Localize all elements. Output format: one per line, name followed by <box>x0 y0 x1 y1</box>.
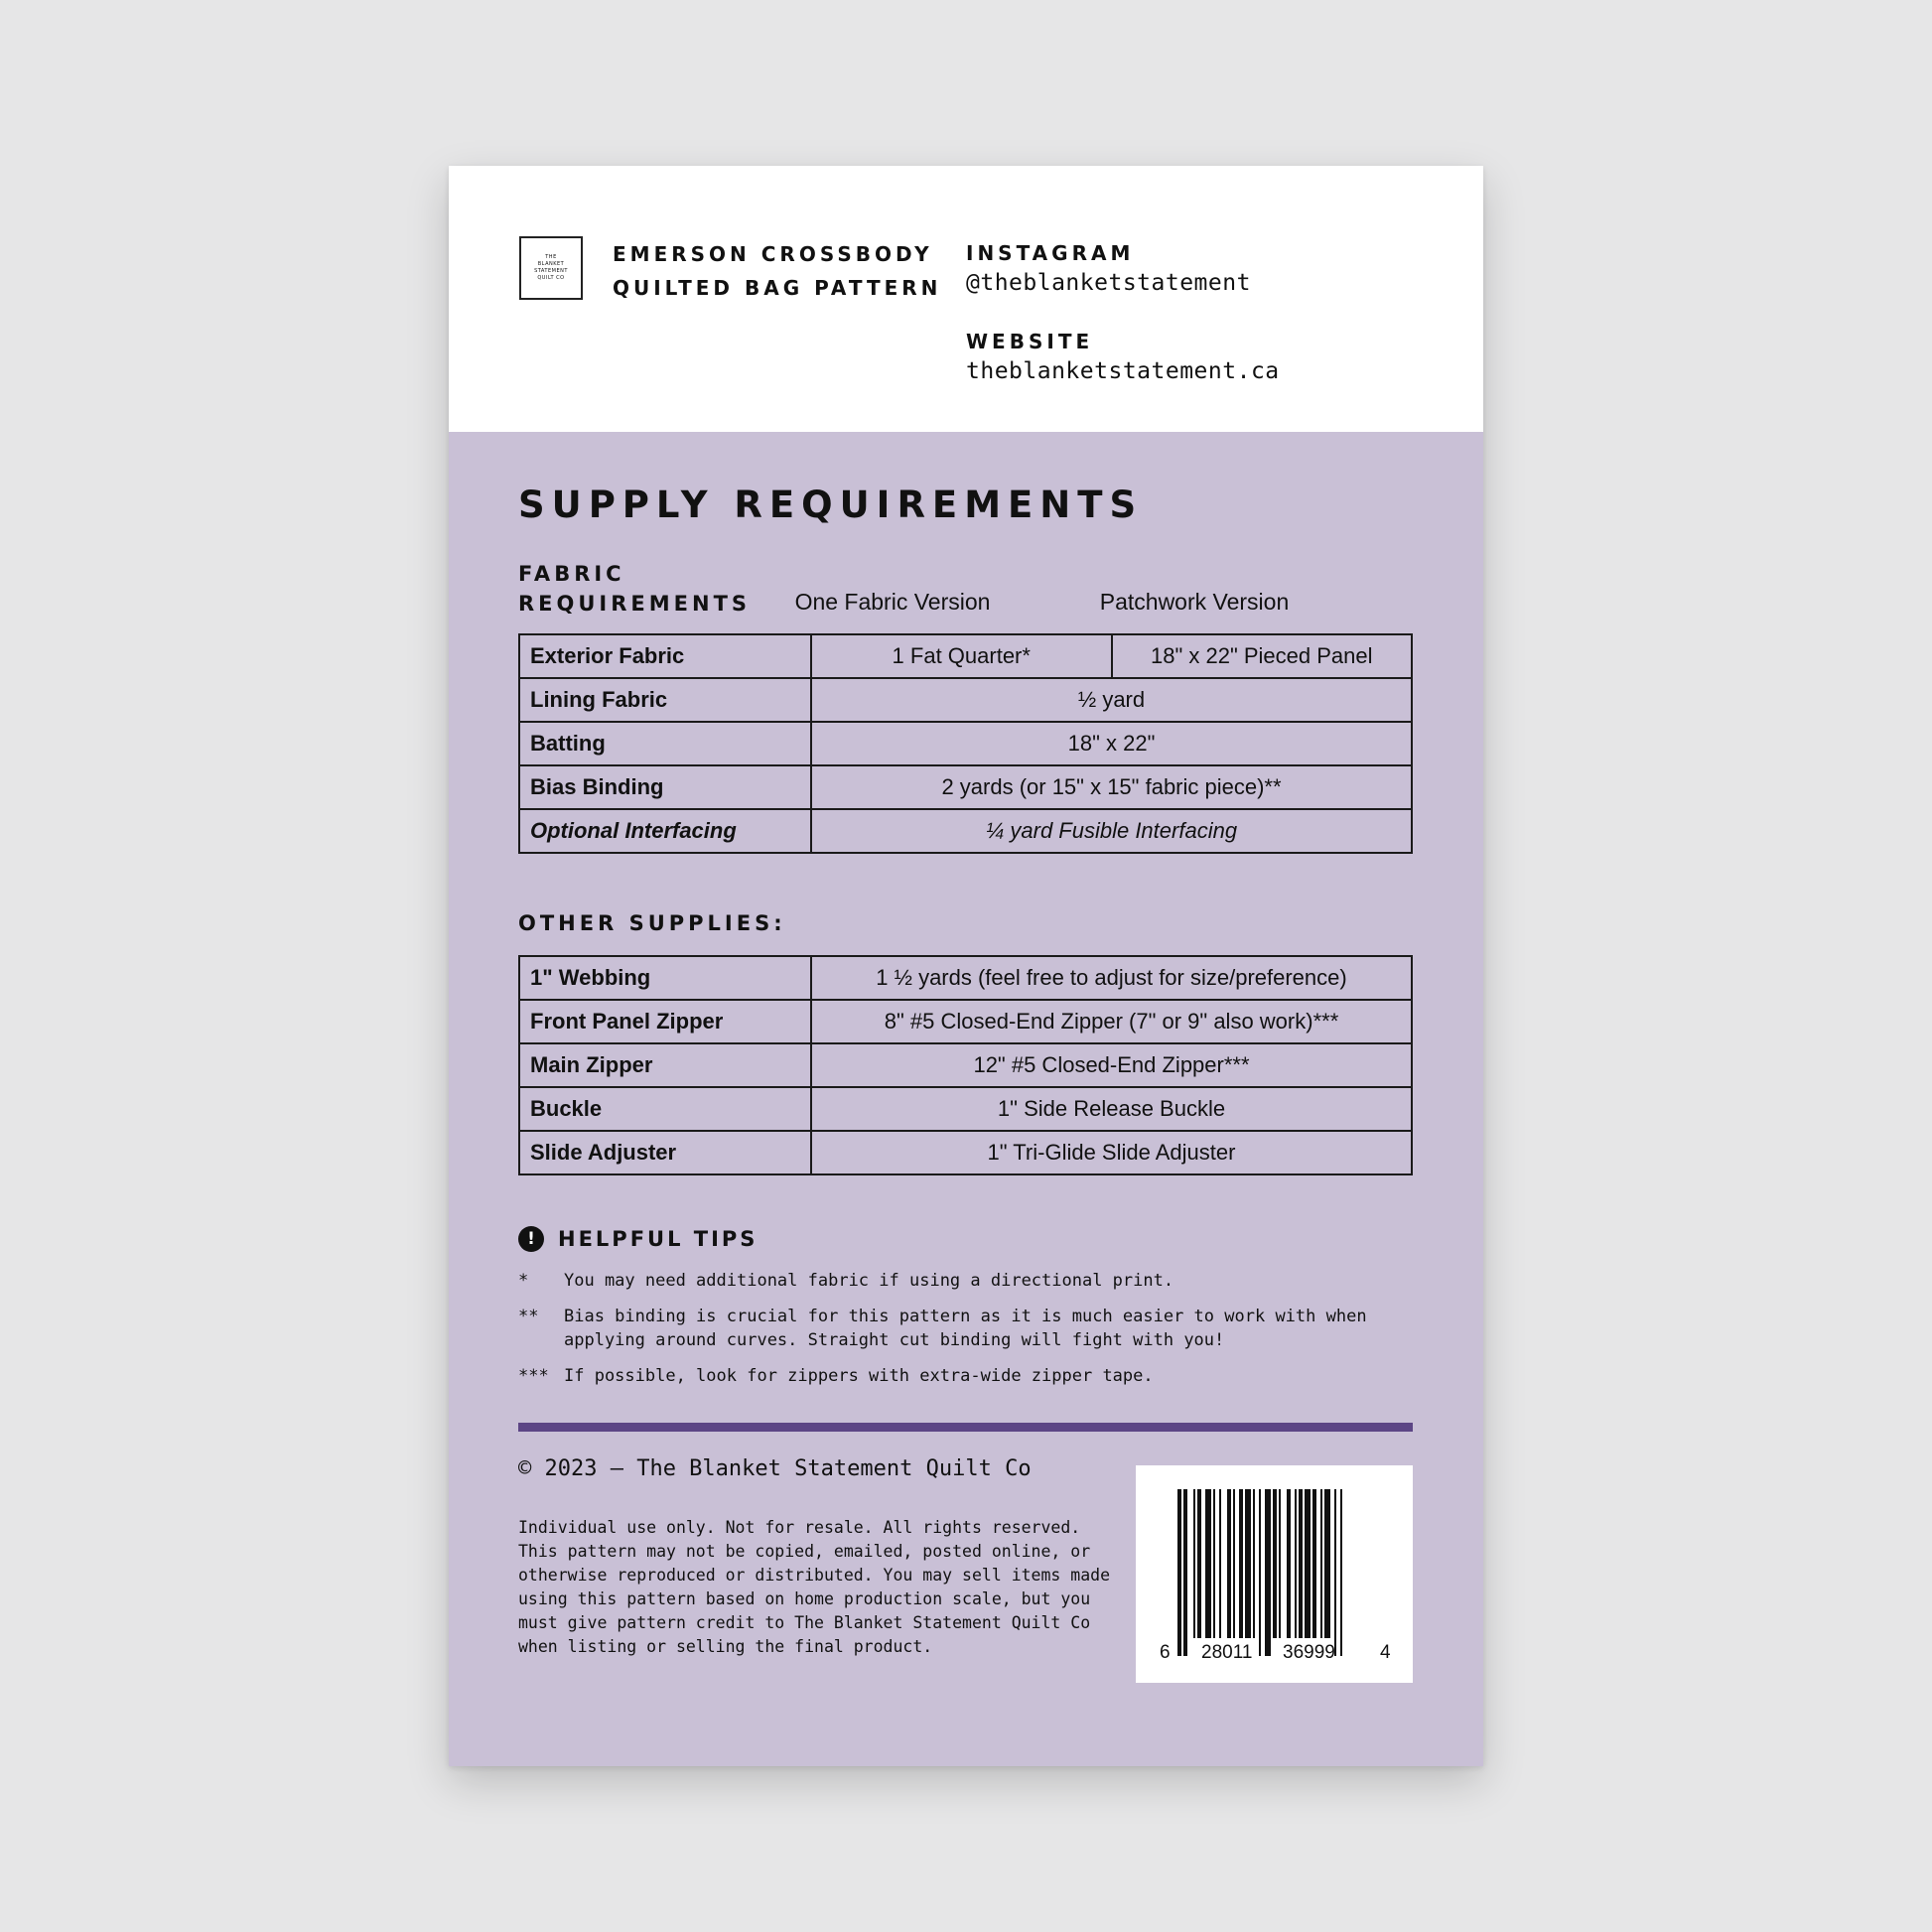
brand-logo <box>519 236 583 300</box>
tip-marker: *** <box>518 1366 549 1386</box>
column-header-one-fabric: One Fabric Version <box>794 589 991 615</box>
instagram-label: INSTAGRAM <box>966 241 1135 265</box>
barcode-bar <box>1305 1489 1311 1638</box>
barcode-bar <box>1239 1489 1243 1638</box>
fabric-heading-line-2: REQUIREMENTS <box>518 592 752 616</box>
barcode-bar <box>1340 1489 1342 1656</box>
row-label: Lining Fabric <box>519 678 811 722</box>
row-label: Exterior Fabric <box>519 634 811 678</box>
barcode-bar <box>1227 1489 1231 1638</box>
copyright-line: © 2023 – The Blanket Statement Quilt Co <box>518 1456 1032 1481</box>
list-item <box>518 1364 1432 1388</box>
row-value: 1" Side Release Buckle <box>811 1087 1412 1131</box>
table-row <box>519 1000 1412 1043</box>
barcode-bar <box>1334 1489 1336 1656</box>
barcode-bar <box>1295 1489 1297 1638</box>
barcode-bar <box>1265 1489 1271 1656</box>
row-label: Front Panel Zipper <box>519 1000 811 1043</box>
table-row <box>519 765 1412 809</box>
row-label: Main Zipper <box>519 1043 811 1087</box>
legal-notice: Individual use only. Not for resale. All rights reserved. This pattern may not be copied, emailed, posted online, or otherwise reproduced or distributed. You may sell items made using this pattern based on home production scale, but you must give pattern credit to The Blanket Statement Quilt Co when listing or selling the final product. <box>518 1518 1111 1656</box>
barcode-bar <box>1312 1489 1316 1638</box>
tip-text: You may need additional fabric if using a directional print. <box>564 1271 1174 1291</box>
row-value: 12" #5 Closed-End Zipper*** <box>811 1043 1412 1087</box>
barcode-digit-1: 6 <box>1160 1642 1171 1663</box>
pattern-title <box>613 237 941 305</box>
exclamation-icon: ! <box>518 1226 544 1252</box>
row-label: Slide Adjuster <box>519 1131 811 1174</box>
row-label: Bias Binding <box>519 765 811 809</box>
fabric-heading <box>518 559 751 619</box>
instagram-handle: @theblanketstatement <box>966 270 1251 296</box>
barcode-bar <box>1205 1489 1211 1638</box>
header <box>449 166 1483 432</box>
website-block <box>966 327 1280 386</box>
row-label: Optional Interfacing <box>519 809 811 853</box>
title-line-1: EMERSON CROSSBODY <box>613 242 933 266</box>
fabric-table <box>518 633 1413 854</box>
table-row <box>519 678 1412 722</box>
barcode-bar <box>1324 1489 1330 1638</box>
list-item <box>518 1269 1432 1293</box>
list-item <box>518 1305 1432 1352</box>
barcode-bar <box>1253 1489 1255 1638</box>
website-label: WEBSITE <box>966 330 1094 353</box>
barcode-bar <box>1273 1489 1277 1638</box>
other-supplies-table <box>518 955 1413 1175</box>
barcode-bar <box>1213 1489 1215 1638</box>
tip-text: Bias binding is crucial for this pattern as it is much easier to work with when applying around curves. Straight cut binding will fight with you! <box>564 1307 1367 1350</box>
table-row <box>519 809 1412 853</box>
barcode <box>1136 1465 1413 1683</box>
barcode-digit-4: 4 <box>1380 1642 1391 1663</box>
table-row <box>519 1043 1412 1087</box>
helpful-tips-label: HELPFUL TIPS <box>558 1227 759 1251</box>
barcode-bar <box>1259 1489 1261 1656</box>
tips-list <box>518 1269 1432 1400</box>
barcode-bar <box>1320 1489 1322 1638</box>
barcode-bar <box>1299 1489 1303 1638</box>
barcode-digit-3: 36999 <box>1283 1642 1335 1663</box>
barcode-bar <box>1279 1489 1281 1638</box>
row-value: 18" x 22" Pieced Panel <box>1112 634 1413 678</box>
row-label: 1" Webbing <box>519 956 811 1000</box>
logo-line-1: THE <box>545 254 557 260</box>
tip-marker: * <box>518 1271 529 1291</box>
helpful-tips-heading <box>518 1226 758 1252</box>
logo-line-3: STATEMENT <box>534 268 568 274</box>
table-row <box>519 1087 1412 1131</box>
barcode-bar <box>1197 1489 1201 1638</box>
row-value: 1" Tri-Glide Slide Adjuster <box>811 1131 1412 1174</box>
row-value: ½ yard <box>811 678 1412 722</box>
barcode-bar <box>1245 1489 1251 1638</box>
barcode-bar <box>1287 1489 1291 1638</box>
row-value: 18" x 22" <box>811 722 1412 765</box>
title-line-2: QUILTED BAG PATTERN <box>613 276 942 300</box>
website-url: theblanketstatement.ca <box>966 358 1280 384</box>
divider <box>518 1423 1413 1432</box>
fabric-heading-line-1: FABRIC <box>518 562 625 586</box>
row-label: Buckle <box>519 1087 811 1131</box>
barcode-bar <box>1219 1489 1221 1638</box>
row-value: ¼ yard Fusible Interfacing <box>811 809 1412 853</box>
barcode-bar <box>1183 1489 1187 1656</box>
barcode-bar <box>1177 1489 1181 1656</box>
table-row <box>519 722 1412 765</box>
barcode-bar <box>1233 1489 1235 1638</box>
row-value: 8" #5 Closed-End Zipper (7" or 9" also work)*** <box>811 1000 1412 1043</box>
supply-heading: SUPPLY REQUIREMENTS <box>518 483 1144 526</box>
row-label: Batting <box>519 722 811 765</box>
logo-line-2: BLANKET <box>537 261 565 267</box>
instagram-block <box>966 238 1251 298</box>
tip-text: If possible, look for zippers with extra-wide zipper tape. <box>564 1366 1154 1386</box>
barcode-bar <box>1193 1489 1195 1638</box>
column-header-patchwork: Patchwork Version <box>1099 589 1290 615</box>
table-row <box>519 956 1412 1000</box>
row-value: 1 ½ yards (feel free to adjust for size/preference) <box>811 956 1412 1000</box>
table-row <box>519 634 1412 678</box>
row-value: 1 Fat Quarter* <box>811 634 1112 678</box>
barcode-digit-2: 28011 <box>1201 1642 1253 1663</box>
other-supplies-heading: OTHER SUPPLIES: <box>518 911 786 935</box>
table-row <box>519 1131 1412 1174</box>
pattern-card <box>449 166 1483 1766</box>
row-value: 2 yards (or 15" x 15" fabric piece)** <box>811 765 1412 809</box>
logo-line-4: QUILT CO <box>537 275 565 281</box>
barcode-bars <box>1154 1489 1395 1656</box>
tip-marker: ** <box>518 1307 539 1326</box>
